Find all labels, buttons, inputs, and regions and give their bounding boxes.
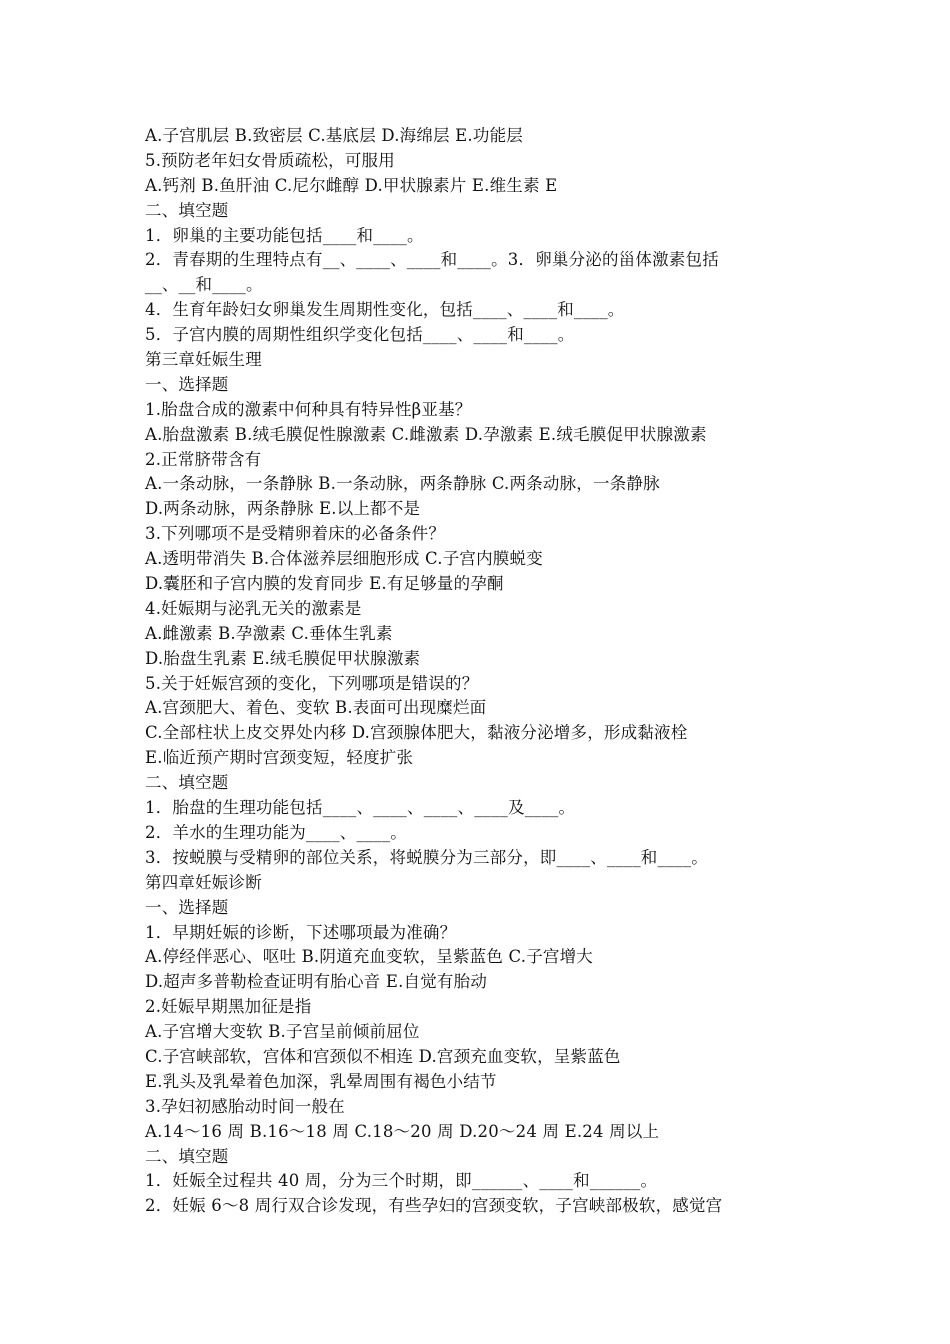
chapter-heading: 第四章妊娠诊断 bbox=[145, 872, 262, 892]
text-line: D.超声多普勒检查证明有胎心音 E.自觉有胎动 bbox=[145, 972, 488, 992]
section-heading: 二、填空题 bbox=[145, 1146, 229, 1166]
text-line: A.雌激素 B.孕激素 C.垂体生乳素 bbox=[145, 623, 393, 643]
text-line: A.一条动脉，一条静脉 B.一条动脉，两条静脉 C.两条动脉，一条静脉 bbox=[145, 474, 660, 494]
text-line: 2.妊娠早期黑加征是指 bbox=[145, 997, 312, 1017]
text-line: 4．生育年龄妇女卵巢发生周期性变化，包括____、____和____。 bbox=[145, 300, 625, 320]
section-heading: 一、选择题 bbox=[145, 374, 229, 394]
text-line: E.乳头及乳晕着色加深，乳晕周围有褐色小结节 bbox=[145, 1071, 497, 1091]
text-line: 1．胎盘的生理功能包括____、____、____、____及____。 bbox=[145, 798, 576, 818]
text-line: A.胎盘激素 B.绒毛膜促性腺激素 C.雌激素 D.孕激素 E.绒毛膜促甲状腺激素 bbox=[145, 424, 707, 444]
text-line: 2.正常脐带含有 bbox=[145, 449, 262, 469]
text-line: 3.下列哪项不是受精卵着床的必备条件？ bbox=[145, 524, 446, 544]
document-body bbox=[145, 124, 825, 1219]
section-heading: 二、填空题 bbox=[145, 773, 229, 793]
text-line: C.子宫峡部软，宫体和宫颈似不相连 D.宫颈充血变软，呈紫蓝色 bbox=[145, 1046, 621, 1066]
text-line: 4.妊娠期与泌乳无关的激素是 bbox=[145, 598, 362, 618]
text-line: A.14～16 周 B.16～18 周 C.18～20 周 D.20～24 周 E.24 周以上 bbox=[145, 1121, 660, 1141]
text-line: 1.胎盘合成的激素中何种具有特异性β亚基？ bbox=[145, 399, 472, 419]
text-line: 5．子宫内膜的周期性组织学变化包括____、____和____。 bbox=[145, 325, 575, 345]
text-line: D.囊胚和子宫内膜的发育同步 E.有足够量的孕酮 bbox=[145, 574, 504, 594]
text-line: E.临近预产期时宫颈变短，轻度扩张 bbox=[145, 748, 414, 768]
text-line: 2．羊水的生理功能为____、____。 bbox=[145, 822, 407, 842]
text-line: A.宫颈肥大、着色、变软 B.表面可出现糜烂面 bbox=[145, 698, 487, 718]
chapter-heading: 第三章妊娠生理 bbox=[145, 350, 262, 370]
text-line: 1．妊娠全过程共 40 周，分为三个时期，即______、____和______。 bbox=[145, 1171, 658, 1191]
text-line: A.透明带消失 B.合体滋养层细胞形成 C.子宫内膜蜕变 bbox=[145, 549, 543, 569]
text-line: D.两条动脉，两条静脉 E.以上都不是 bbox=[145, 499, 421, 519]
text-line: A.子宫增大变软 B.子宫呈前倾前屈位 bbox=[145, 1022, 420, 1042]
text-line: 2．青春期的生理特点有__、____、____和____。3．卵巢分泌的甾体激素包括 bbox=[145, 250, 719, 270]
text-line: 1．早期妊娠的诊断，下述哪项最为准确？ bbox=[145, 922, 457, 942]
text-line: 3．按蜕膜与受精卵的部位关系，将蜕膜分为三部分，即____、____和____。 bbox=[145, 847, 708, 867]
text-line: 5.关于妊娠宫颈的变化，下列哪项是错误的？ bbox=[145, 673, 479, 693]
text-line: __、__和____。 bbox=[145, 275, 263, 295]
text-line: A.子宫肌层 B.致密层 C.基底层 D.海绵层 E.功能层 bbox=[145, 126, 523, 145]
text-line: 2．妊娠 6～8 周行双合诊发现，有些孕妇的宫颈变软，子宫峡部极软，感觉宫 bbox=[145, 1196, 723, 1216]
text-line: A.钙剂 B.鱼肝油 C.尼尔雌醇 D.甲状腺素片 E.维生素 E bbox=[145, 175, 558, 195]
section-heading: 二、填空题 bbox=[145, 200, 229, 220]
text-line: 3.孕妇初感胎动时间一般在 bbox=[145, 1096, 345, 1116]
text-line: D.胎盘生乳素 E.绒毛膜促甲状腺激素 bbox=[145, 648, 421, 668]
text-line: C.全部柱状上皮交界处内移 D.宫颈腺体肥大，黏液分泌增多，形成黏液栓 bbox=[145, 723, 688, 743]
section-heading: 一、选择题 bbox=[145, 897, 229, 917]
text-line: 5.预防老年妇女骨质疏松，可服用 bbox=[145, 150, 395, 170]
text-line: A.停经伴恶心、呕吐 B.阴道充血变软，呈紫蓝色 C.子宫增大 bbox=[145, 947, 594, 967]
text-line: 1．卵巢的主要功能包括____和____。 bbox=[145, 225, 424, 245]
